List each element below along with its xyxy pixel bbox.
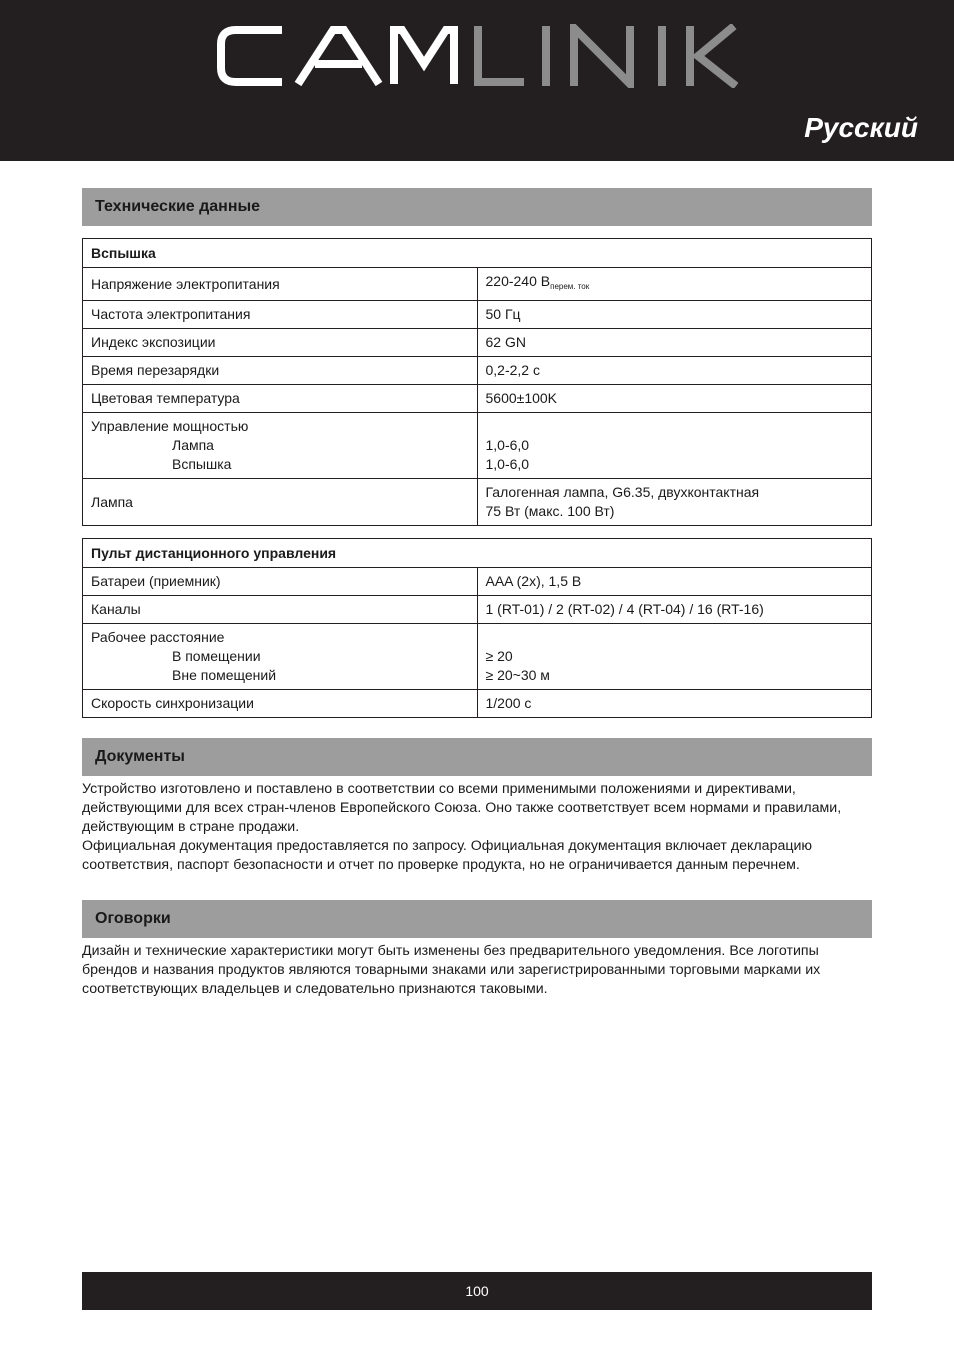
table-row bbox=[83, 479, 872, 526]
paragraph: Устройство изготовлено и поставлено в соответствии со всеми применимыми положениями и директивами, действующими для всех стран-членов Европейского Союза. Оно также соответствует всем нормами и правилами, действующим в стране продажи. bbox=[82, 781, 842, 835]
table-row bbox=[83, 568, 872, 596]
spec-label bbox=[83, 413, 478, 479]
table-row bbox=[83, 357, 872, 385]
spec-label-main: Рабочее расстояние bbox=[91, 629, 225, 645]
spec-value: 50 Гц bbox=[477, 301, 872, 329]
docs-text bbox=[82, 780, 877, 875]
table-heading-row bbox=[83, 539, 872, 568]
spec-value: 1/200 с bbox=[477, 690, 872, 718]
table-row bbox=[83, 690, 872, 718]
flash-spec-table bbox=[82, 238, 872, 526]
spec-value: 0,2-2,2 с bbox=[477, 357, 872, 385]
spec-sub-label: Вне помещений bbox=[172, 667, 277, 683]
spec-sub-value: 1,0-6,0 bbox=[485, 456, 530, 472]
spec-value bbox=[477, 413, 872, 479]
spec-label: Время перезарядки bbox=[83, 357, 478, 385]
spec-label: Цветовая температура bbox=[83, 385, 478, 413]
spec-value-subscript: перем. ток bbox=[550, 282, 590, 291]
table-row bbox=[83, 301, 872, 329]
spec-label: Частота электропитания bbox=[83, 301, 478, 329]
spec-value: AAA (2x), 1,5 В bbox=[477, 568, 872, 596]
section-title-tech: Технические данные bbox=[82, 188, 872, 226]
language-label: Русский bbox=[804, 112, 918, 143]
table-row bbox=[83, 329, 872, 357]
spec-sub-label: В помещении bbox=[172, 648, 261, 664]
page-footer bbox=[82, 1272, 872, 1310]
table-row bbox=[83, 268, 872, 301]
table-row bbox=[83, 385, 872, 413]
disclaimer-text bbox=[82, 942, 877, 999]
table-row bbox=[83, 413, 872, 479]
spec-value: 1 (RT-01) / 2 (RT-02) / 4 (RT-04) / 16 (RT-16) bbox=[477, 596, 872, 624]
camlink-logo bbox=[216, 24, 738, 88]
paragraph: Дизайн и технические характеристики могут быть изменены без предварительного уведомления. Все логотипы брендов и названия продуктов являются товарными знаками или зарегистрированными торговыми марками их соответствующих владельцев и следовательно признаются таковыми. bbox=[82, 943, 821, 997]
spec-value: 5600±100K bbox=[477, 385, 872, 413]
spec-value: 62 GN bbox=[477, 329, 872, 357]
spec-label: Скорость синхронизации bbox=[83, 690, 478, 718]
table-heading: Пульт дистанционного управления bbox=[83, 539, 872, 568]
spec-value: Галогенная лампа, G6.35, двухконтактная 75 Вт (макс. 100 Вт) bbox=[477, 479, 872, 526]
remote-spec-table bbox=[82, 538, 872, 718]
table-heading-row bbox=[83, 239, 872, 268]
spec-label: Лампа bbox=[83, 479, 478, 526]
spec-label-main: Управление мощностью bbox=[91, 418, 249, 434]
spec-label: Индекс экспозиции bbox=[83, 329, 478, 357]
spec-label: Батареи (приемник) bbox=[83, 568, 478, 596]
spec-sub-value: ≥ 20 bbox=[485, 648, 513, 664]
page-header bbox=[0, 0, 954, 161]
table-row bbox=[83, 624, 872, 690]
spec-label bbox=[83, 624, 478, 690]
spec-sub-value: 1,0-6,0 bbox=[485, 437, 530, 453]
table-heading: Вспышка bbox=[83, 239, 872, 268]
spec-value: 220-240 $В_{перем. ток}$ bbox=[477, 268, 872, 301]
spec-sub-label: Лампа bbox=[172, 437, 214, 453]
table-row bbox=[83, 596, 872, 624]
section-title-disclaimer: Оговорки bbox=[82, 900, 872, 938]
paragraph: Официальная документация предоставляется по запросу. Официальная документация включает декларацию соответствия, паспорт безопасности и отчет по проверке продукта, но не ограничивается данным перечнем. bbox=[82, 838, 813, 873]
spec-label: Напряжение электропитания bbox=[83, 268, 478, 301]
page-number: 100 bbox=[465, 1283, 489, 1299]
section-title-docs: Документы bbox=[82, 738, 872, 776]
spec-sub-value: ≥ 20~30 м bbox=[485, 667, 550, 683]
spec-sub-label: Вспышка bbox=[172, 456, 232, 472]
spec-value bbox=[477, 624, 872, 690]
spec-label: Каналы bbox=[83, 596, 478, 624]
